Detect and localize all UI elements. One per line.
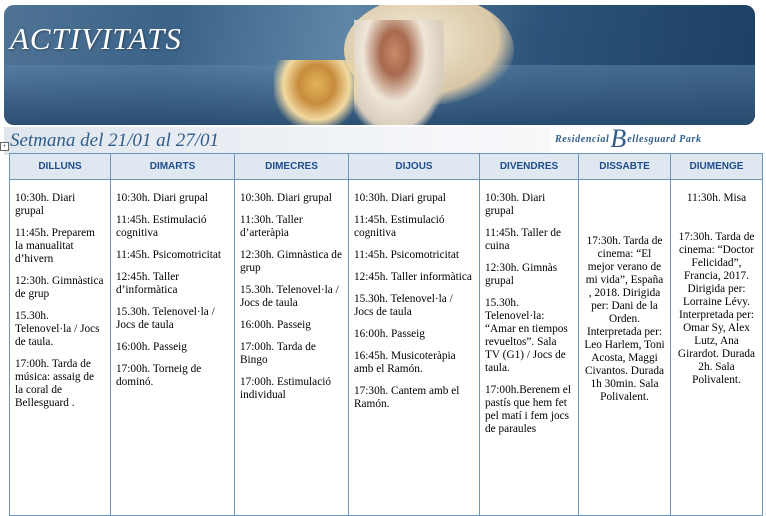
- day-cell-diumenge: [671, 180, 763, 516]
- activity-entry: 11:45h. Psicomotricitat: [354, 249, 460, 261]
- activity-entry: 15.30h. Telenovel·la: “Amar en tiempos revueltos”. Sala TV (G1) / Jocs de taula.: [485, 297, 568, 374]
- activity-entry: 16:00h. Passeig: [240, 319, 311, 331]
- activity-entry: 15.30h. Telenovel·la / Jocs de taula.: [15, 310, 100, 348]
- table-move-handle-icon[interactable]: +: [0, 142, 9, 151]
- day-cell-divendres: [480, 180, 579, 516]
- activity-entry: 17:00h. Tarda de Bingo: [240, 341, 316, 366]
- logo-initial: B: [610, 124, 627, 153]
- table-header-row: [10, 154, 763, 180]
- activity-entry: 11:45h. Taller de cuina: [485, 227, 562, 252]
- cell-spacer: [584, 192, 665, 235]
- activity-entry: 16:00h. Passeig: [354, 328, 425, 340]
- activity-entry: 15.30h. Telenovel·la / Jocs de taula: [354, 293, 453, 318]
- week-title: Setmana del 21/01 al 27/01: [10, 130, 219, 151]
- day-cell-dimecres: [235, 180, 349, 516]
- activity-entry: 12:30h. Gimnàs grupal: [485, 262, 558, 287]
- day-header: DIMECRES: [235, 154, 349, 180]
- schedule-table: [9, 153, 763, 516]
- day-header: DIMARTS: [111, 154, 235, 180]
- day-cell-dijous: [349, 180, 480, 516]
- activity-entry: 10:30h. Diari grupal: [240, 192, 332, 204]
- day-cell-dimarts: [111, 180, 235, 516]
- activity-entry: 17:30h. Cantem amb el Ramón.: [354, 385, 460, 410]
- activity-entry: 17:00h. Tarda de música: assaig de la coral de Bellesguard .: [15, 358, 95, 409]
- table-row: [10, 180, 763, 516]
- activity-entry: 17:30h. Tarda de cinema: “Doctor Felicidad”, Francia, 2017. Dirigida per: Lorraine Lévy. Interpretada per: Omar Sy, Alex Lutz, Ana Girardot. Durada 2h. Sala Polivalent.: [677, 231, 756, 386]
- activity-entry: 17:30h. Tarda de cinema: “El mejor verano de mi vida”, España , 2018. Dirigida per: Dani de la Orden. Interpretada per: Leo Harlem, Toni Acosta, Maggi Civantos. Durada 1h 30min. Sala Polivalent.: [584, 235, 665, 403]
- activity-entry: 16:00h. Passeig: [116, 341, 187, 353]
- activity-entry: 16:45h. Musicoteràpia amb el Ramón.: [354, 350, 456, 375]
- activity-entry: 12:30h. Gimnàstica de grup: [15, 275, 104, 300]
- day-cell-dilluns: [10, 180, 111, 516]
- activity-entry: 11:30h. Misa: [686, 192, 747, 204]
- day-header: DIUMENGE: [671, 154, 763, 180]
- activity-entry: 12:45h. Taller informàtica: [354, 271, 472, 283]
- activity-entry: 10:30h. Diari grupal: [15, 192, 76, 217]
- logo-suffix: ellesguard Park: [627, 133, 702, 145]
- day-header: DIVENDRES: [480, 154, 579, 180]
- logo-prefix: Residencial: [555, 133, 610, 145]
- residence-logo: [551, 125, 755, 153]
- activity-entry: 11:45h. Estimulació cognitiva: [354, 214, 445, 239]
- activity-entry: 17:00h.Berenem el pastís que hem fet pel matí i fem jocs de paraules: [485, 384, 571, 435]
- activity-entry: 11:45h. Psicomotricitat: [116, 249, 222, 261]
- header-banner: [4, 5, 755, 125]
- activity-entry: 11:45h. Preparem la manualitat d’hivern: [15, 227, 95, 265]
- activity-entry: 10:30h. Diari grupal: [116, 192, 208, 204]
- activity-entry: 10:30h. Diari grupal: [354, 192, 446, 204]
- day-header: DISSABTE: [579, 154, 671, 180]
- activity-entry: 12:45h. Taller d’informàtica: [116, 271, 180, 296]
- activity-entry: 17:00h. Torneig de dominó.: [116, 363, 202, 388]
- activity-entry: 11:30h. Taller d’arteràpia: [240, 214, 303, 239]
- day-header: DIJOUS: [349, 154, 480, 180]
- activity-entry: 11:45h. Estimulació cognitiva: [116, 214, 207, 239]
- activity-entry: 17:00h. Estimulació individual: [240, 376, 331, 401]
- activity-entry: 12:30h. Gimnàstica de grup: [240, 249, 342, 274]
- day-cell-dissabte: [579, 180, 671, 516]
- day-header: DILLUNS: [10, 154, 111, 180]
- banner-painting-child: [274, 60, 359, 125]
- page-title: ACTIVITATS: [10, 21, 182, 56]
- banner-painting-figure: [354, 20, 444, 125]
- cell-spacer: [676, 205, 757, 231]
- activity-entry: 10:30h. Diari grupal: [485, 192, 546, 217]
- activity-entry: 15.30h. Telenovel·la / Jocs de taula: [116, 306, 215, 331]
- activity-entry: 15.30h. Telenovel·la / Jocs de taula: [240, 284, 339, 309]
